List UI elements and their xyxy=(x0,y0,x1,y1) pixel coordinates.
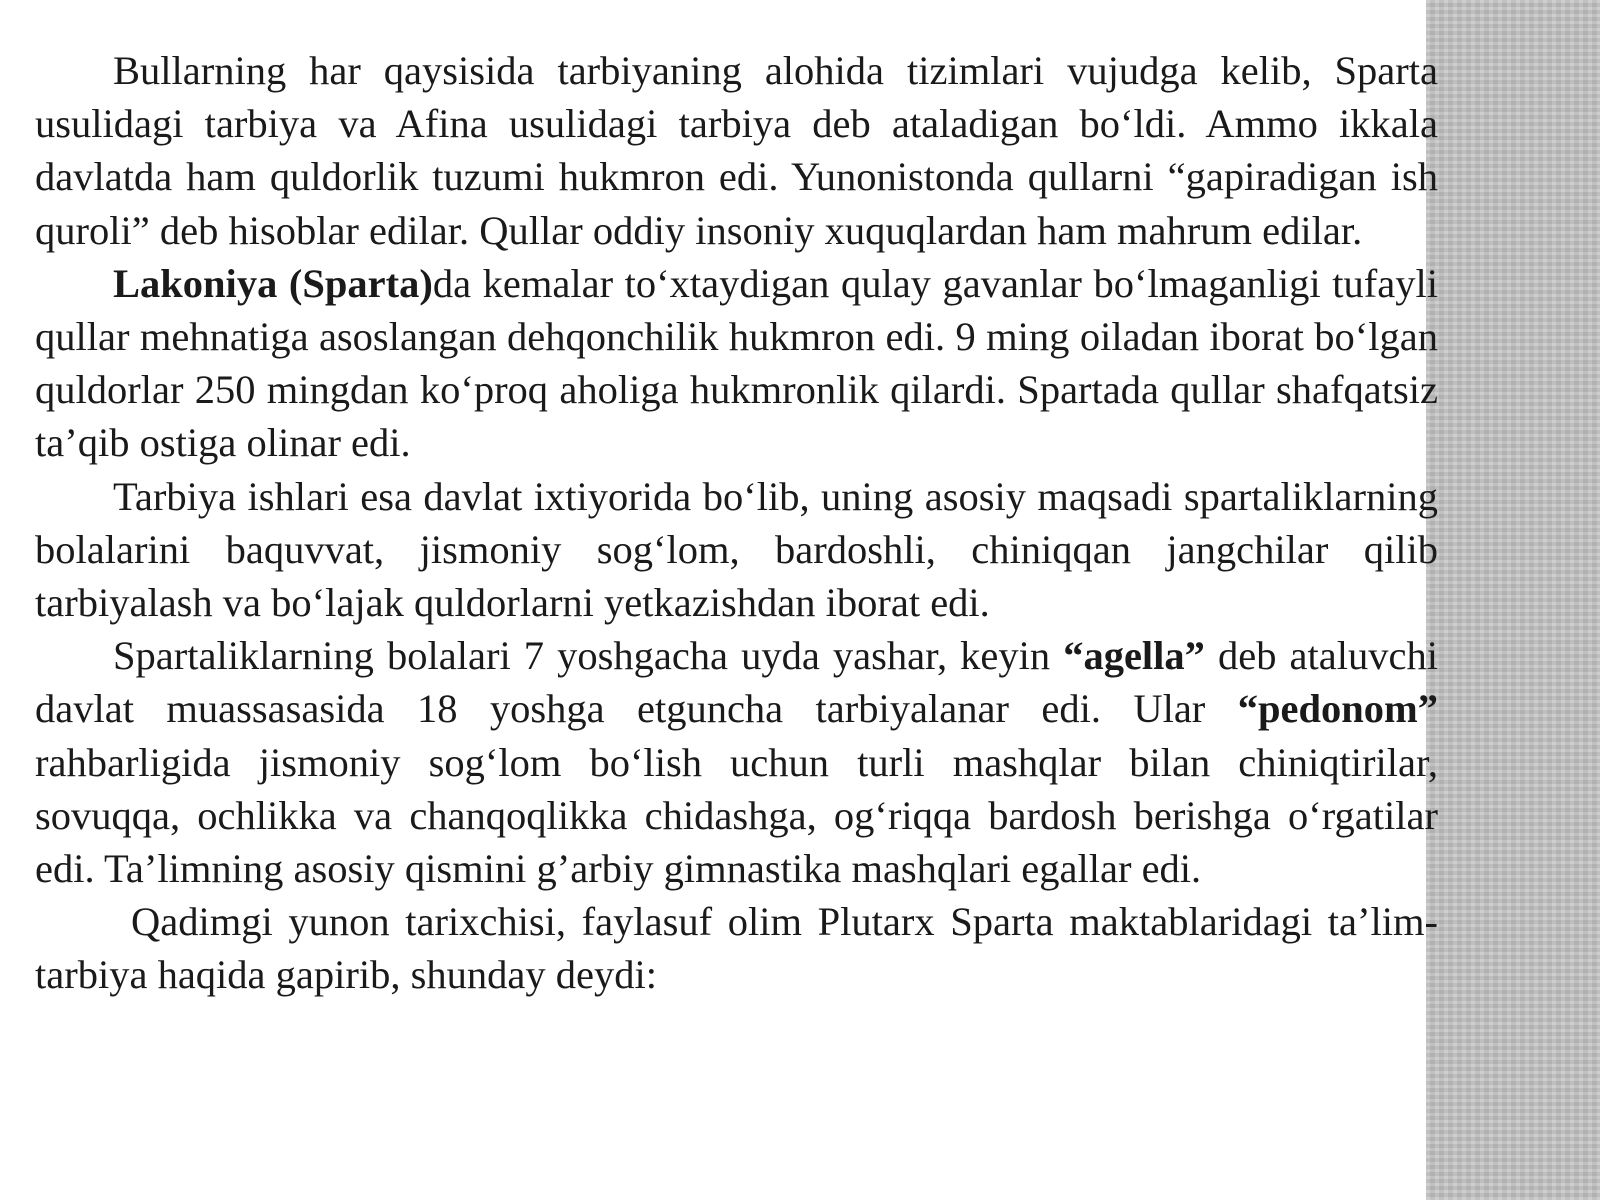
paragraph-2 xyxy=(35,257,1438,470)
bold-term-pedonom: “pedonom” xyxy=(1237,686,1438,732)
document-text-body xyxy=(35,44,1438,1002)
paragraph-5 xyxy=(35,895,1438,1001)
paragraph-text: Spartaliklarning bolalari 7 yoshgacha uyda yashar, keyin xyxy=(113,633,1064,679)
paragraph-1 xyxy=(35,44,1438,257)
paragraph-text: Bullarning har qaysisida tarbiyaning alohida tizimlari vujudga kelib, Sparta usulidagi tarbiya va Afina usulidagi tarbiya deb ataladigan bo‘ldi. Ammo ikkala davlatda ham quldorlik tuzumi hukmron edi. Yunonistonda qullarni “gapiradigan ish quroli” deb hisoblar edilar. Qullar oddiy insoniy xuquqlardan ham mahrum edilar. xyxy=(35,48,1438,253)
paragraph-3 xyxy=(35,470,1438,630)
paragraph-4 xyxy=(35,629,1438,895)
paragraph-text: da kemalar to‘xtaydigan qulay gavanlar bo‘lmaganligi tufayli qullar mehnatiga asoslangan dehqonchilik hukmron edi. 9 ming oiladan iborat bo‘lgan quldorlar 250 mingdan ko‘proq aholiga hukmronlik qilardi. Spartada qullar shafqatsiz ta’qib ostiga olinar edi. xyxy=(35,260,1438,466)
paragraph-text: rahbarligida jismoniy sog‘lom bo‘lish uchun turli mashqlar bilan chiniqtirilar, sovuqqa, ochlikka va chanqoqlikka chidashga, og‘riqqa bardosh berishga o‘rgatilar edi. Ta’limning asosiy qismini g’arbiy gimnastika mashqlari egallar edi. xyxy=(35,739,1438,892)
bold-term-lakoniya: Lakoniya (Sparta) xyxy=(113,260,433,306)
decorative-side-strip xyxy=(1426,0,1600,1200)
paragraph-text: deb ataluvchi davlat muassasasida 18 yoshga etguncha tarbiyalanar edi. Ular xyxy=(35,633,1438,732)
bold-term-agella: “agella” xyxy=(1063,633,1205,679)
paragraph-text: Tarbiya ishlari esa davlat ixtiyorida bo‘lib, uning asosiy maqsadi spartaliklarning bolalarini baquvvat, jismoniy sog‘lom, bardoshli, chiniqqan jangchilar qilib tarbiyalash va bo‘lajak quldorlarni yetkazishdan iborat edi. xyxy=(35,473,1438,626)
paragraph-text: Qadimgi yunon tarixchisi, faylasuf olim Plutarx Sparta maktablaridagi ta’lim-tarbiya haqida gapirib, shunday deydi: xyxy=(35,899,1438,998)
